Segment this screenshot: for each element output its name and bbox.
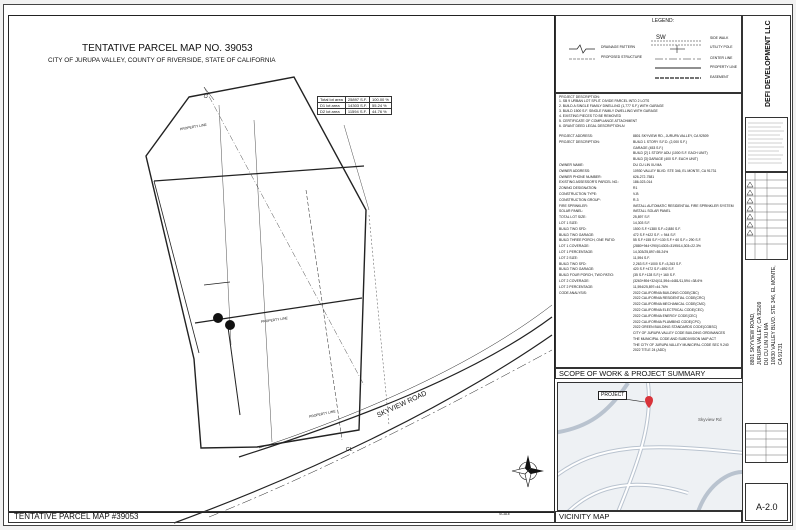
summary-key: SOLAR PANEL: bbox=[559, 209, 584, 214]
table-cell: 44.76 % bbox=[370, 109, 392, 115]
road-edge bbox=[239, 317, 552, 457]
vicinity-title: VICINITY MAP bbox=[559, 512, 610, 521]
summary-value: 2022 TITLE 24 (ADD) bbox=[633, 348, 666, 353]
table-cell: 25897 S.F. bbox=[345, 97, 369, 103]
summary-value: 8801 SKYVIEW RD., JURUPA VALLEY, CA 92509 bbox=[633, 134, 709, 138]
summary-value: 1500 S.F.+1380 S.F.=2,880 S.F. bbox=[633, 226, 681, 231]
summary-key: OWNER NAME: bbox=[559, 162, 584, 167]
sidewalk-symbol: SW bbox=[656, 35, 666, 41]
summary-key: FIRE SPRINKLER: bbox=[559, 203, 588, 208]
sheet-number: A-2.0 bbox=[756, 502, 778, 512]
summary-key: CODE ANALYSIS: bbox=[559, 290, 587, 295]
address-line: CA 91731 bbox=[778, 343, 784, 365]
summary-value: 55 S.F.+155 S.F.+130 S.F.+ 60 S.F.= 290 S.F. bbox=[633, 238, 702, 243]
lot-division-line bbox=[228, 327, 240, 415]
summary-value: (2880+944+290)/14303=3195/14,303=22.3% bbox=[633, 244, 701, 249]
tree-symbol bbox=[213, 313, 223, 323]
parcel-outline bbox=[146, 77, 366, 448]
summary-key: BUILD FOUR PORCH, TWO PATIO: bbox=[559, 273, 615, 278]
summary-value: V-B bbox=[633, 191, 639, 196]
summary-value: 10930 VALLEY BLVD. STE 346, EL MONTE, CA 91731 bbox=[633, 168, 717, 173]
summary-key: BUILD TWO GARAGE: bbox=[559, 232, 595, 237]
centerline-label: CL bbox=[346, 447, 353, 453]
summary-key: BUILD TWO SFD: bbox=[559, 226, 587, 231]
list-item: 5. CERTIFICATE OF COMPLIANCE ATTACHMENT bbox=[559, 119, 638, 124]
summary-value: 420 S.F.+472 S.F.=892 S.F. bbox=[633, 267, 675, 272]
list-item: 1. SB 9 URBAN LOT SPLIT. DIVIDE PARCEL INTO 2 LOTS bbox=[559, 99, 650, 104]
summary-key: BUILD THREE PORCH, ONE PATIO: bbox=[559, 238, 616, 243]
revision-rows bbox=[745, 172, 788, 260]
company-name: DEFI DEVELOPMENT LLC bbox=[765, 20, 772, 107]
drawing-sheet bbox=[3, 4, 793, 526]
address-line: JURUPA VALLEY, CA 92509 bbox=[757, 301, 763, 365]
list-item: 4. EXISTING PIECES TO BE REMOVED bbox=[559, 114, 622, 119]
road-edge bbox=[174, 335, 552, 523]
summary-table bbox=[559, 135, 739, 355]
address-line: DU CU LIN XU MA bbox=[764, 322, 770, 365]
summary-key: EXISTING ASSESSOR'S PARCEL NO.: bbox=[559, 180, 620, 185]
legend-item: EASEMENT bbox=[710, 75, 729, 79]
summary-value: GARAGE (453 S.F.) bbox=[633, 145, 664, 150]
summary-key: LOT 1 SIZE: bbox=[559, 220, 578, 225]
summary-value: R1 bbox=[633, 186, 638, 191]
description-list bbox=[559, 99, 664, 129]
table-cell: Total lot area bbox=[318, 97, 346, 103]
vicinity-map-roads bbox=[558, 383, 743, 511]
summary-value: 2022 CALIFORNIA MECHANICAL CODE(CMC) bbox=[633, 302, 706, 307]
summary-key: LOT 2 COVERAGE: bbox=[559, 278, 590, 283]
summary-value: 626-272-7581 bbox=[633, 174, 655, 179]
summary-value: 2022 GREEN BUILDING STANDARDS CODE(CGBSC) bbox=[633, 325, 718, 330]
tree-symbol bbox=[225, 320, 235, 330]
list-item: 3. BUILD 1500 S.F. SINGLE FAMILY DWELLING WITH GARAGE bbox=[559, 109, 658, 114]
summary-key: BUILD TWO SFD: bbox=[559, 261, 587, 266]
table-cell: 55.24 % bbox=[370, 103, 392, 109]
road-edge bbox=[209, 350, 552, 517]
summary-value: INSTALL AUTOMATIC RESIDENTIAL FIRE SPRINKLER SYSTEM bbox=[633, 203, 734, 208]
legend-item: UTILITY POLE bbox=[710, 45, 733, 49]
summary-value: 2022 CALIFORNIA ELECTRICAL CODE(CEC) bbox=[633, 307, 704, 312]
legend-item: PROPOSED STRUCTURE bbox=[601, 55, 643, 59]
vicinity-map bbox=[557, 382, 743, 511]
map-pin-icon bbox=[645, 396, 653, 408]
summary-value: INSTALL SOLAR PANEL bbox=[633, 209, 671, 214]
summary-value: 2,263 S.F.+1000 S.F.=3,263 S.F. bbox=[633, 261, 682, 266]
summary-key: LOT 1 COVERAGE: bbox=[559, 244, 590, 249]
legend-item: SIDE WALK bbox=[710, 36, 729, 40]
summary-value: 14,303 S.F. bbox=[633, 220, 651, 225]
page-title: TENTATIVE PARCEL MAP NO. 39053 bbox=[82, 43, 253, 54]
table-cell: 11594 S.F. bbox=[345, 109, 369, 115]
summary-value: 2022 CALIFORNIA RESIDENTIAL CODE(CRC) bbox=[633, 296, 706, 301]
summary-value: DU CU LIN XU MA bbox=[633, 162, 662, 167]
road-label: SKYVIEW ROAD bbox=[376, 390, 428, 420]
summary-value: 11,594/25,897=44.76% bbox=[633, 284, 668, 289]
legend-item: CENTER LINE bbox=[710, 56, 733, 60]
summary-key: ZONING DESIGNATION: bbox=[559, 186, 598, 191]
project-marker-label: PROJECT bbox=[598, 391, 627, 400]
table-cell: D2 lot area bbox=[318, 109, 346, 115]
lot-division-line bbox=[204, 282, 230, 285]
table-cell: 14303 S.F. bbox=[345, 103, 369, 109]
property-line-label: PROPERTY LINE bbox=[179, 122, 208, 132]
summary-key: CONSTRUCTION GROUP: bbox=[559, 197, 601, 202]
summary-value: THE MUNICIPAL CODE AND SUBDIVISION MAP ACT bbox=[633, 336, 717, 341]
summary-key: OWNER PHONE NUMBER: bbox=[559, 174, 602, 179]
summary-value: 2022 CALIFORNIA ENERGY CODE(CEC) bbox=[633, 313, 697, 318]
sheet-title: TENTATIVE PARCEL MAP #39053 bbox=[14, 512, 139, 521]
scale-label: SCALE bbox=[499, 512, 511, 516]
dashed-setback-line bbox=[219, 105, 231, 345]
scope-title: SCOPE OF WORK & PROJECT SUMMARY bbox=[559, 369, 706, 378]
legend-title: LEGEND: bbox=[652, 18, 674, 24]
summary-key: LOT 2 PERCENTAGE: bbox=[559, 284, 594, 289]
summary-key: TOTAL LOT SIZE: bbox=[559, 215, 587, 220]
summary-value: 25,897 S.F. bbox=[633, 215, 651, 220]
property-line-label: PROPERTY LINE bbox=[308, 409, 336, 419]
summary-key: PROJECT ADDRESS: bbox=[559, 134, 593, 138]
summary-value: 186-023-014 bbox=[633, 180, 653, 185]
page-subtitle: CITY OF JURUPA VALLEY, COUNTY OF RIVERSIDE, STATE OF CALIFORNIA bbox=[48, 57, 276, 64]
centerline bbox=[204, 87, 364, 385]
legend-item: PROPERTY LINE bbox=[710, 65, 738, 69]
summary-key: LOT 2 SIZE: bbox=[559, 255, 578, 260]
legend-symbols bbox=[555, 15, 745, 95]
road-edge bbox=[259, 305, 552, 448]
summary-value: THE CITY OF JURUPA VALLEY MUNICIPAL CODE SEC 9.240 bbox=[633, 342, 729, 347]
summary-value: 2022 CALIFORNIA PLUMBING CODE(CPC) bbox=[633, 319, 701, 324]
table-cell: D1 lot area bbox=[318, 103, 346, 109]
dashed-setback-line bbox=[306, 190, 342, 440]
north-arrow-icon bbox=[512, 455, 544, 487]
sheet-info-rows bbox=[745, 423, 788, 463]
section-heading: PROJECT DESCRIPTION: bbox=[559, 95, 600, 99]
site-plan-drawing bbox=[4, 5, 556, 525]
list-item: 2. BUILD A SINGLE FAMILY DWELLING (1,777 S.F.) WITH GARAGE bbox=[559, 104, 664, 109]
legend-item: DRAINAGE PATTERN bbox=[601, 45, 635, 49]
property-line-label: PROPERTY LINE bbox=[260, 316, 289, 324]
project-description bbox=[559, 96, 664, 129]
map-street-label: Skyview Rd bbox=[698, 417, 722, 422]
summary-key: PROJECT DESCRIPTION: bbox=[559, 139, 600, 144]
summary-row bbox=[559, 349, 739, 355]
summary-key: OWNER ADDRESS: bbox=[559, 168, 591, 173]
summary-value: BUILD [2] 1 STORY ADU (1000 S.F. EACH UNIT) bbox=[633, 151, 708, 156]
centerline-label: CL bbox=[202, 91, 211, 100]
dashed-setback-line bbox=[369, 215, 389, 425]
summary-key: BUILD TWO GARAGE: bbox=[559, 267, 595, 272]
summary-value: R-3 bbox=[633, 197, 639, 202]
summary-value: (35 S.F.+128 S.F.)+ 160 S.F. bbox=[633, 273, 676, 278]
summary-value: 14,303/25,897=55.24% bbox=[633, 249, 669, 254]
dashed-setback-line bbox=[254, 120, 272, 442]
table-cell: 100.00 % bbox=[370, 97, 392, 103]
summary-key: CONSTRUCTION TYPE: bbox=[559, 191, 597, 196]
summary-value: CITY OF JURUPA VALLEY CODE BUILDING ORDINANCES bbox=[633, 331, 726, 336]
address-line: 8801 SKYVIEW ROAD, bbox=[750, 312, 756, 365]
summary-key: LOT 1 PERCENTAGE: bbox=[559, 249, 594, 254]
summary-value: 11,594 S.F. bbox=[633, 255, 650, 260]
summary-value: 472 S.F.+422 S.F. = 944 S.F. bbox=[633, 232, 677, 237]
lot-division-line bbox=[154, 181, 199, 353]
notes-text-lines bbox=[745, 117, 788, 172]
list-item: 6. GRANT DEED LEGAL DESCRIPTION A/ bbox=[559, 124, 625, 129]
summary-value: 2022 CALIFORNIA BUILDING CODE(CBC) bbox=[633, 290, 699, 295]
summary-value: BUILD [3] GARAGE (400 S.F. EACH UNIT) bbox=[633, 157, 699, 162]
summary-value: (3263+894+324)/11,594=4481/11,594 =38.6% bbox=[633, 278, 703, 283]
address-line: 10930 VALLEY BLVD. STE 346, EL MONTE, bbox=[771, 265, 777, 365]
summary-value: BUILD 1 STORY S.F.D. (2,000 S.F.) bbox=[633, 139, 687, 144]
lot-division-line bbox=[154, 166, 364, 181]
project-address-block bbox=[745, 265, 789, 425]
